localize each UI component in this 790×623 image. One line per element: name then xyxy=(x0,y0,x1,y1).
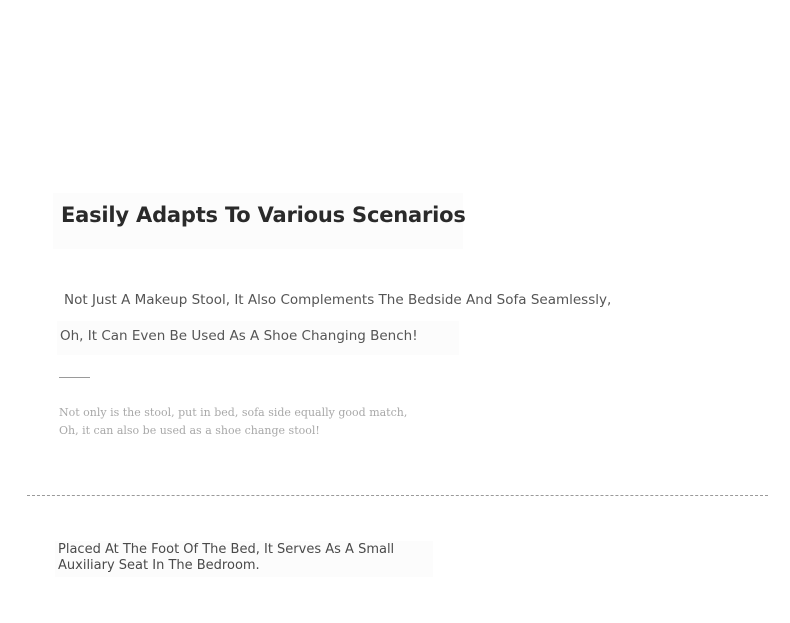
paragraph-line-2: Oh, It Can Even Be Used As A Shoe Changing Bench! xyxy=(60,328,418,344)
original-text xyxy=(59,404,407,440)
section-heading: Easily Adapts To Various Scenarios xyxy=(61,203,466,227)
paragraph-line-1: Not Just A Makeup Stool, It Also Complements The Bedside And Sofa Seamlessly, xyxy=(64,292,612,308)
short-divider xyxy=(59,377,90,378)
caption-line-1: Placed At The Foot Of The Bed, It Serves As A Small xyxy=(58,542,395,557)
caption-text xyxy=(58,542,394,574)
original-text-line-2: Oh, it can also be used as a shoe change stool! xyxy=(59,424,320,437)
original-text-line-1: Not only is the stool, put in bed, sofa side equally good match, xyxy=(59,406,408,419)
dashed-divider xyxy=(27,495,768,496)
caption-line-2: Auxiliary Seat In The Bedroom. xyxy=(58,558,260,573)
